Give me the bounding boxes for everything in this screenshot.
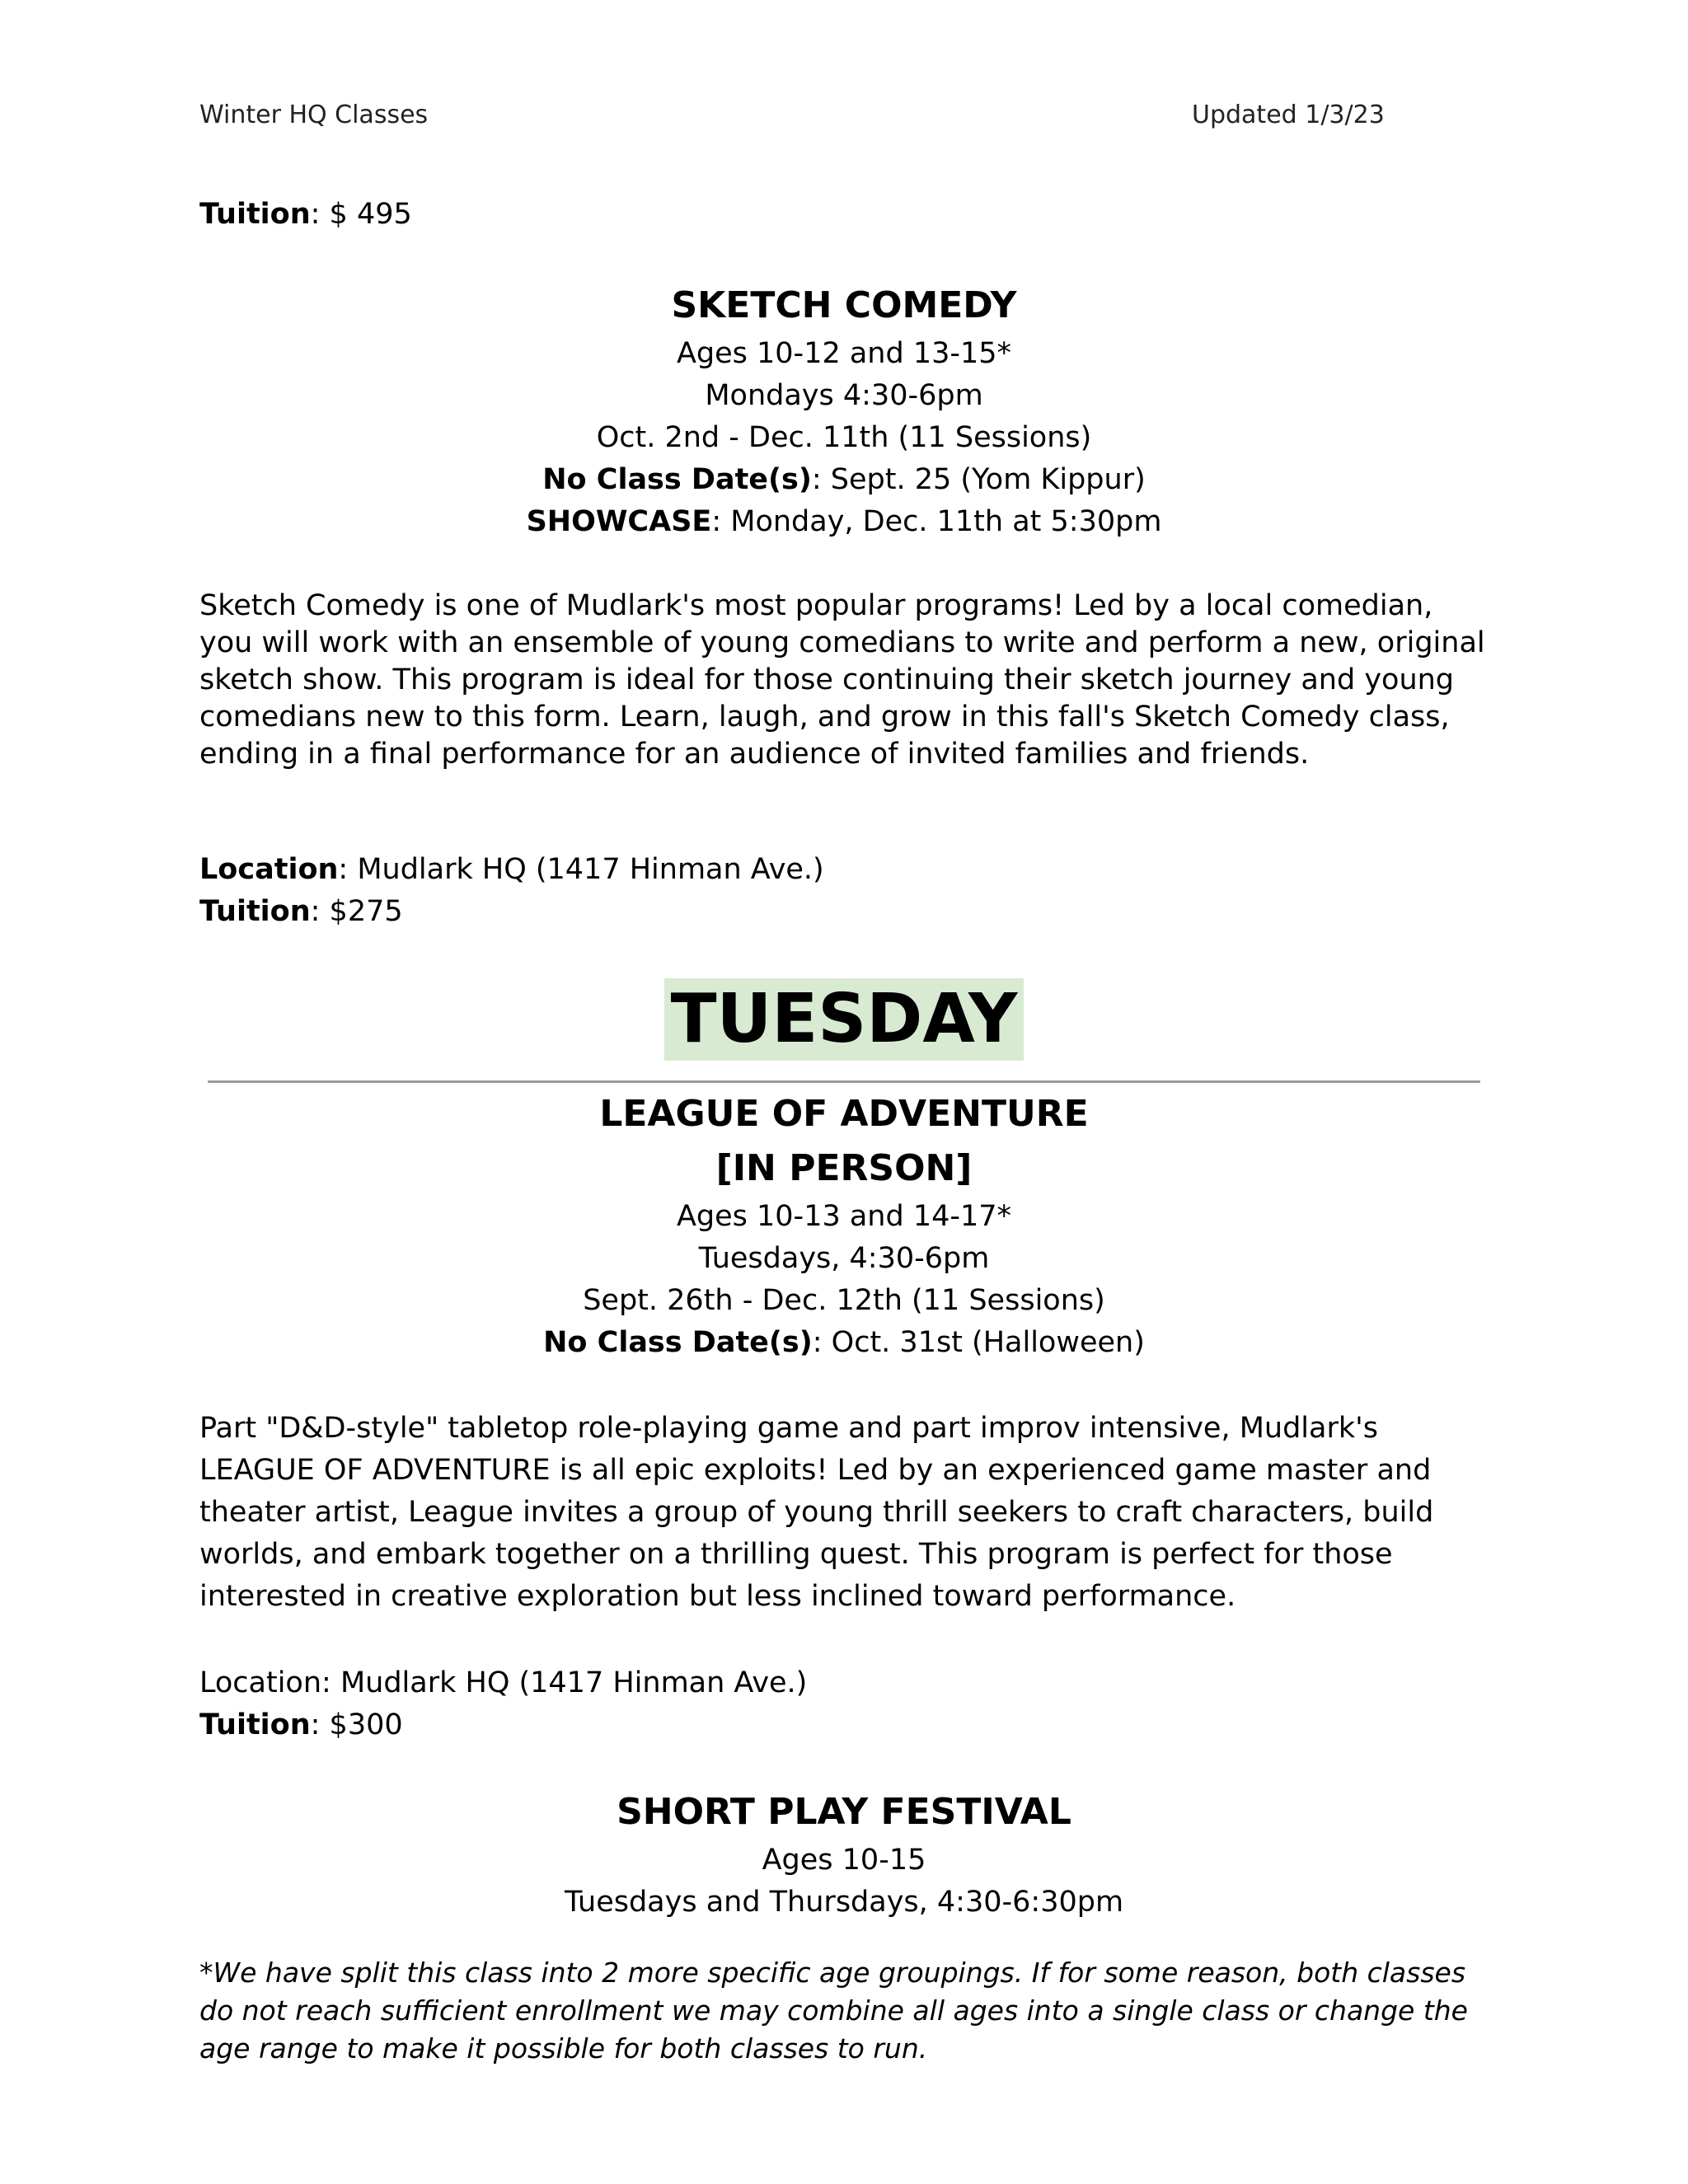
sketch-description: Sketch Comedy is one of Mudlark's most popular programs! Led by a local comedian, you will work with an ensemble of young comedians to write and perform a new, original sketch show. This program is ideal for those continuing their sketch journey and young comedians new to this form. Learn, laugh, and grow in this fall's Sketch Comedy class, ending in a final performance for an audience of invited families and friends. [199, 589, 1485, 771]
header-left: Winter HQ Classes [199, 101, 429, 129]
league-no-class-value: : Oct. 31st (Halloween) [812, 1326, 1145, 1359]
sketch-tuition-value: : $275 [310, 895, 403, 928]
sketch-tuition [199, 891, 1489, 933]
footnote: *We have split this class into 2 more specific age groupings. If for some reason, both classes do not reach sufficient enrollment we may combine all ages into a single class or change the age range to make it possible for both classes to run. [199, 1957, 1468, 2064]
sketch-no-class-value: : Sept. 25 (Yom Kippur) [811, 463, 1146, 496]
short-play-section [199, 1785, 1489, 1924]
day-heading: TUESDAY [664, 978, 1025, 1061]
sketch-location [199, 849, 1489, 891]
sketch-comedy-section [199, 279, 1489, 543]
top-tuition-value: : $ 495 [310, 198, 412, 231]
league-location: Location: Mudlark HQ (1417 Hinman Ave.) [199, 1666, 808, 1699]
league-tuition [199, 1704, 1489, 1746]
sketch-showcase-label: SHOWCASE [526, 505, 712, 538]
league-ages: Ages 10-13 and 14-17* [676, 1200, 1012, 1233]
sketch-details [199, 849, 1489, 933]
league-section [199, 1087, 1489, 1364]
short-play-title: SHORT PLAY FESTIVAL [617, 1791, 1071, 1833]
short-play-days: Tuesdays and Thursdays, 4:30-6:30pm [564, 1886, 1124, 1919]
sketch-no-class-label: No Class Date(s) [542, 463, 812, 496]
league-subtitle: [IN PERSON] [715, 1147, 973, 1189]
sketch-location-label: Location [199, 853, 339, 886]
league-days: Tuesdays, 4:30-6pm [698, 1242, 990, 1275]
sketch-ages: Ages 10-12 and 13-15* [676, 337, 1012, 370]
sketch-showcase [199, 501, 1489, 543]
league-description: Part "D&D-style" tabletop role-playing game and part improv intensive, Mudlark's LEAGUE OF ADVENTURE is all epic exploits! Led by an experienced game master and theater artist, League invites a group of young thrill seekers to craft characters, build worlds, and embark together on a thrilling quest. This program is perfect for those interested in creative exploration but less inclined toward performance. [199, 1412, 1434, 1613]
sketch-days: Mondays 4:30-6pm [705, 379, 983, 412]
league-no-class [199, 1322, 1489, 1364]
league-tuition-value: : $300 [310, 1708, 403, 1741]
sketch-title: SKETCH COMEDY [671, 284, 1017, 326]
league-title: LEAGUE OF ADVENTURE [599, 1093, 1089, 1135]
sketch-showcase-value: : Monday, Dec. 11th at 5:30pm [711, 505, 1162, 538]
sketch-no-class [199, 459, 1489, 501]
sketch-dates: Oct. 2nd - Dec. 11th (11 Sessions) [596, 421, 1092, 454]
league-details [199, 1662, 1489, 1746]
short-play-ages: Ages 10-15 [762, 1844, 926, 1877]
header-right: Updated 1/3/23 [1192, 101, 1385, 129]
league-no-class-label: No Class Date(s) [543, 1326, 813, 1359]
sketch-tuition-label: Tuition [199, 895, 311, 928]
league-tuition-label: Tuition [199, 1708, 311, 1741]
section-divider [208, 1080, 1480, 1083]
top-tuition-label: Tuition [199, 198, 311, 231]
sketch-location-value: : Mudlark HQ (1417 Hinman Ave.) [338, 853, 824, 886]
top-tuition [199, 194, 1489, 236]
day-heading-wrap [0, 978, 1688, 1061]
league-dates: Sept. 26th - Dec. 12th (11 Sessions) [583, 1284, 1105, 1317]
